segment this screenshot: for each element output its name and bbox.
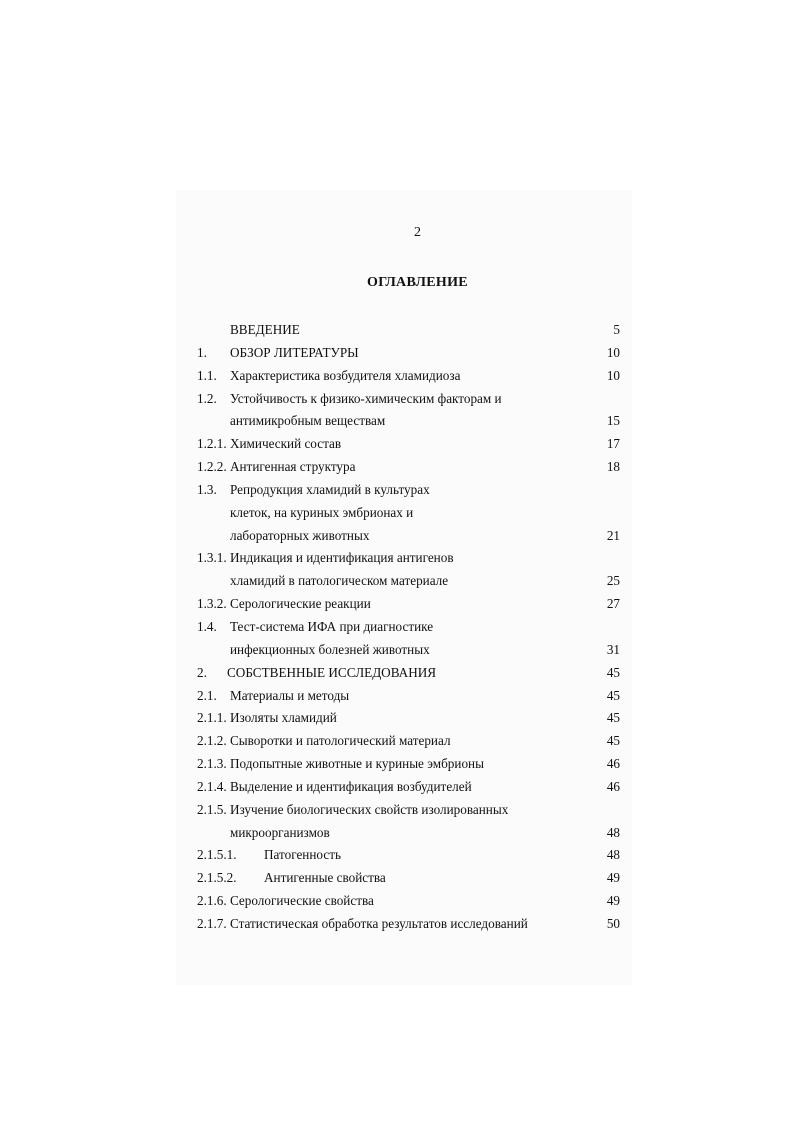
toc-entry (197, 662, 620, 685)
toc-entry-title: 2.1.5. Изучение биологических свойств изолированных (197, 801, 509, 817)
toc-entry (197, 365, 620, 388)
toc-entry (197, 799, 620, 822)
toc-entry-title: ВВЕДЕНИЕ (230, 322, 300, 337)
toc-entry-page: 10 (606, 344, 620, 360)
toc-entry (197, 502, 620, 525)
toc-entry-page: 18 (606, 459, 620, 475)
toc-entry-title: 2.1.4. Выделение и идентификация возбудителей (197, 778, 472, 794)
toc-entry-number: 1.3. (197, 481, 217, 497)
toc-entry-number: 2.1.5.2. (197, 870, 237, 886)
toc-entry (197, 776, 620, 799)
page-number: 2 (414, 225, 421, 240)
toc-entry-title: Патогенность (264, 847, 341, 863)
toc-entry-title: лабораторных животных (230, 527, 370, 543)
toc-entry-page: 17 (606, 436, 620, 452)
toc-entry (197, 525, 620, 548)
toc-entry (197, 342, 620, 365)
toc-entry-title: инфекционных болезней животных (230, 641, 430, 657)
toc-entry-number: 1.1. (197, 367, 217, 383)
toc-entry-title: Материалы и методы (230, 687, 350, 703)
toc-entry-page: 25 (606, 573, 620, 589)
toc-entry-number: 2.1.5.1. (197, 847, 237, 863)
toc-entry-title: Тест-система ИФА при диагностике (230, 618, 434, 634)
toc-entry-page: 46 (606, 756, 620, 772)
toc-entry-title: ОБЗОР ЛИТЕРАТУРЫ (230, 344, 359, 360)
toc-entry-page: 50 (606, 915, 620, 931)
toc-entry-title: 1.2.1. Химический состав (197, 436, 342, 452)
toc-entry (197, 867, 620, 890)
toc-entry-page: 21 (606, 527, 620, 543)
toc-entry-title: Антигенные свойства (264, 870, 386, 886)
toc-entry (197, 410, 620, 433)
toc-entry-title: 2.1.2. Сыворотки и патологический материал (197, 733, 451, 749)
toc-entry-page: 45 (606, 733, 620, 749)
toc-entry (197, 319, 620, 342)
toc-entry-title: СОБСТВЕННЫЕ ИССЛЕДОВАНИЯ (227, 664, 437, 680)
toc-entry (197, 547, 620, 570)
toc-entry-number: 2. (197, 664, 207, 680)
toc-entry (197, 479, 620, 502)
toc-entry (197, 707, 620, 730)
toc-entry-number: 2.1. (197, 687, 217, 703)
toc-entry-title: клеток, на куриных эмбрионах и (230, 504, 414, 520)
toc-entry-page: 45 (606, 710, 620, 726)
toc-entry (197, 388, 620, 411)
toc-entry-page: 48 (606, 847, 620, 863)
toc-entry-number: 1.4. (197, 618, 217, 634)
toc-heading: ОГЛАВЛЕНИЕ (367, 275, 468, 290)
toc-entry-title: антимикробным веществам (230, 413, 386, 429)
toc-entry-page: 49 (606, 893, 620, 909)
toc-entry (197, 570, 620, 593)
toc-entry (197, 616, 620, 639)
toc-entry-page: 45 (606, 687, 620, 703)
toc-entry-title: Характеристика возбудителя хламидиоза (230, 367, 461, 383)
toc-entry-title: 2.1.1. Изоляты хламидий (197, 710, 337, 726)
toc-entry-title: 2.1.3. Подопытные животные и куриные эмбрионы (197, 756, 484, 772)
toc-entry (197, 433, 620, 456)
toc-entry-title: 2.1.6. Серологические свойства (197, 893, 374, 909)
toc-entry-title: хламидий в патологическом материале (230, 573, 449, 589)
toc-entry-title: 2.1.7. Статистическая обработка результатов исследований (197, 915, 528, 931)
toc-entry-number: 1.2. (197, 390, 217, 406)
toc-entry-page: 46 (606, 778, 620, 794)
toc-entry-title: Репродукция хламидий в культурах (230, 481, 430, 497)
toc-entry-number: 1. (197, 344, 207, 360)
toc-entry (197, 822, 620, 845)
toc-entry-title: 1.3.1. Индикация и идентификация антигенов (197, 550, 454, 566)
toc-entry (197, 593, 620, 616)
toc-entry-page: 49 (606, 870, 620, 886)
table-of-contents (197, 319, 620, 936)
toc-entry-title: 1.2.2. Антигенная структура (197, 459, 356, 475)
toc-entry-page: 31 (606, 641, 620, 657)
toc-entry-page: 15 (606, 413, 620, 429)
toc-entry-page: 27 (606, 596, 620, 612)
toc-entry-page: 48 (606, 824, 620, 840)
toc-entry (197, 753, 620, 776)
toc-entry (197, 456, 620, 479)
toc-entry-page: 10 (606, 367, 620, 383)
toc-entry (197, 913, 620, 936)
toc-entry-title: Устойчивость к физико-химическим факторам и (230, 390, 502, 406)
toc-entry (197, 639, 620, 662)
toc-entry-page: 5 (613, 322, 620, 337)
toc-entry-title: микроорганизмов (230, 824, 330, 840)
toc-entry-title: 1.3.2. Серологические реакции (197, 596, 371, 612)
toc-entry (197, 685, 620, 708)
toc-entry-page: 45 (606, 664, 620, 680)
toc-entry (197, 730, 620, 753)
toc-entry (197, 890, 620, 913)
toc-entry (197, 844, 620, 867)
